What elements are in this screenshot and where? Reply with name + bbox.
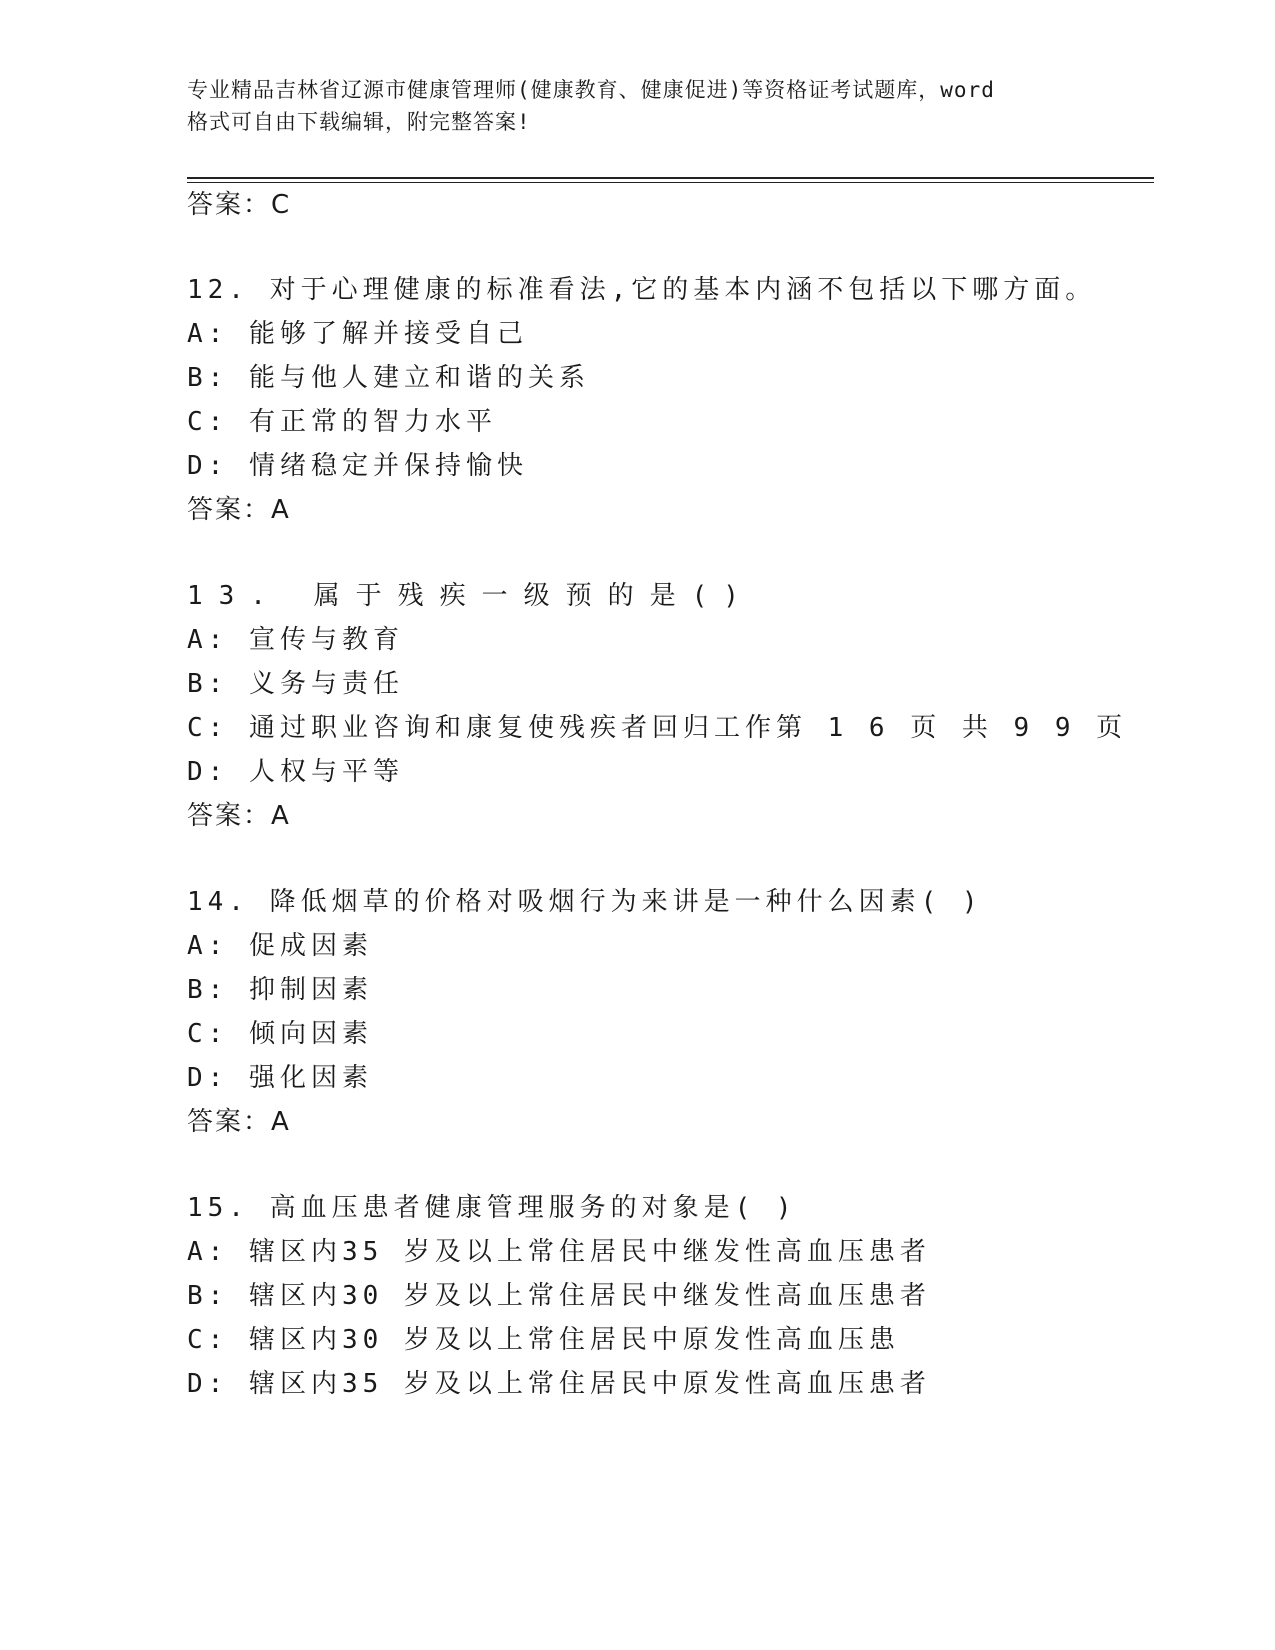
question-12-stem: 12. 对于心理健康的标准看法,它的基本内涵不包括以下哪方面。 bbox=[187, 275, 1097, 305]
question-12-option-b: B: 能与他人建立和谐的关系 bbox=[187, 363, 590, 393]
question-15-option-d: D: 辖区内35 岁及以上常住居民中原发性高血压患者 bbox=[187, 1369, 931, 1399]
question-13-answer: 答案：A bbox=[187, 801, 291, 831]
header-rule-thick bbox=[187, 177, 1154, 179]
question-15-stem: 15. 高血压患者健康管理服务的对象是( ) bbox=[187, 1193, 797, 1223]
question-14-stem: 14. 降低烟草的价格对吸烟行为来讲是一种什么因素( ) bbox=[187, 887, 983, 917]
question-13-option-d: D: 人权与平等 bbox=[187, 757, 404, 787]
header-line-2: 格式可自由下载编辑，附完整答案! bbox=[187, 110, 531, 134]
question-14-option-b: B: 抑制因素 bbox=[187, 975, 373, 1005]
question-13-stem: 13. 属于残疾一级预的是() bbox=[187, 581, 755, 611]
header-rule-thin bbox=[187, 182, 1154, 183]
question-15-option-a: A: 辖区内35 岁及以上常住居民中继发性高血压患者 bbox=[187, 1237, 931, 1267]
header-line-1: 专业精品吉林省辽源市健康管理师(健康教育、健康促进)等资格证考试题库，word bbox=[187, 78, 995, 102]
page-header bbox=[187, 74, 1087, 138]
answer-11: 答案：C bbox=[187, 190, 292, 220]
question-14-option-d: D: 强化因素 bbox=[187, 1063, 373, 1093]
question-13-option-a: A: 宣传与教育 bbox=[187, 625, 404, 655]
question-14-option-a: A: 促成因素 bbox=[187, 931, 373, 961]
question-12-answer: 答案：A bbox=[187, 495, 291, 525]
question-15-option-c: C: 辖区内30 岁及以上常住居民中原发性高血压患 bbox=[187, 1325, 900, 1355]
question-14-answer: 答案：A bbox=[187, 1107, 291, 1137]
question-13-option-c: C: 通过职业咨询和康复使残疾者回归工作第 1 6 页 共 9 9 页 bbox=[187, 713, 1128, 743]
question-14-option-c: C: 倾向因素 bbox=[187, 1019, 373, 1049]
question-12-option-a: A: 能够了解并接受自己 bbox=[187, 319, 528, 349]
question-12-option-c: C: 有正常的智力水平 bbox=[187, 407, 497, 437]
question-13-option-b: B: 义务与责任 bbox=[187, 669, 404, 699]
question-12-option-d: D: 情绪稳定并保持愉快 bbox=[187, 451, 528, 481]
question-15-option-b: B: 辖区内30 岁及以上常住居民中继发性高血压患者 bbox=[187, 1281, 931, 1311]
